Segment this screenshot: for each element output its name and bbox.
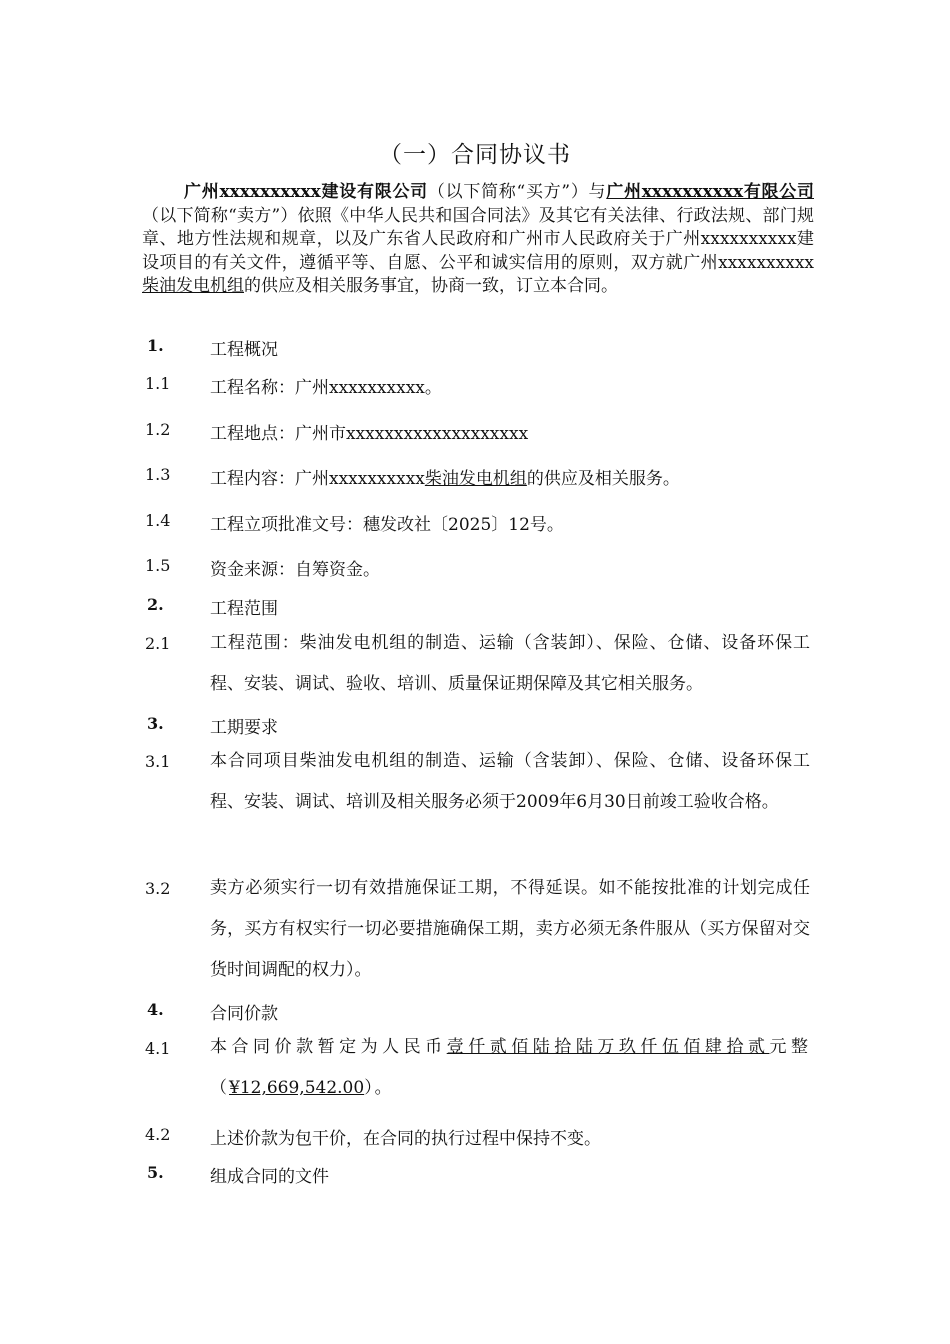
intro-text-b: 的供应及相关服务事宜，协商一致，订立本合同。 <box>244 276 618 296</box>
clause-4-1-suffix: ）。 <box>364 1078 394 1098</box>
clause-3-2-number: 3.2 <box>145 879 171 898</box>
section-2-heading: 工程范围 <box>210 599 278 619</box>
intro-text-a: （以下简称“卖方”）依照《中华人民共和国合同法》及其它有关法律、行政法规、部门规章、地方性法规和规章，以及广东省人民政府和广州市人民政府关于广州xxxxxxxxxx建设项目的有关文件，遵循平等、自愿、公平和诚实信用的原则，双方就广州xxxxxxxxxx <box>142 205 814 273</box>
intro-paragraph <box>142 181 814 299</box>
clause-1-5-text: 资金来源：自筹资金。 <box>210 560 380 580</box>
section-3-heading: 工期要求 <box>210 718 278 738</box>
clause-3-2-text: 卖方必须实行一切有效措施保证工期，不得延误。如不能按批准的计划完成任务，买方有权实行一切必要措施确保工期，卖方必须无条件服从（买方保留对交货时间调配的权力）。 <box>210 878 810 980</box>
section-5-heading: 组成合同的文件 <box>210 1167 329 1187</box>
clause-1-3-prefix: 工程内容：广州xxxxxxxxxx <box>210 469 425 489</box>
buyer-alias: （以下简称“买方”）与 <box>427 182 607 202</box>
clause-1-5-number: 1.5 <box>145 556 171 575</box>
amount-in-figures: ¥12,669,542.00 <box>229 1078 365 1098</box>
clause-1-1-number: 1.1 <box>145 374 171 393</box>
clause-2-1-number: 2.1 <box>145 634 171 653</box>
clause-4-2-text: 上述价款为包干价，在合同的执行过程中保持不变。 <box>210 1129 601 1149</box>
seller-company: 广州xxxxxxxxxx有限公司 <box>606 182 814 202</box>
clause-4-1-mid: 元整（ <box>210 1037 811 1098</box>
section-1-number: 1. <box>147 336 164 355</box>
clause-1-3-text <box>210 464 680 489</box>
clause-1-4-number: 1.4 <box>145 511 171 530</box>
section-2-number: 2. <box>147 595 164 614</box>
clause-1-3-product: 柴油发电机组 <box>424 469 527 489</box>
buyer-company: 广州xxxxxxxxxx建设有限公司 <box>184 182 428 202</box>
clause-4-1-number: 4.1 <box>145 1039 171 1058</box>
intro-product: 柴油发电机组 <box>142 276 244 296</box>
clause-1-2-text: 工程地点：广州市xxxxxxxxxxxxxxxxxxx <box>210 424 529 444</box>
clause-2-1-text: 工程范围：柴油发电机组的制造、运输（含装卸）、保险、仓储、设备环保工程、安装、调试、验收、培训、质量保证期保障及其它相关服务。 <box>210 633 810 694</box>
section-3-number: 3. <box>147 714 164 733</box>
clause-3-1-text: 本合同项目柴油发电机组的制造、运输（含装卸）、保险、仓储、设备环保工程、安装、调试、培训及相关服务必须于2009年6月30日前竣工验收合格。 <box>210 751 810 812</box>
clause-4-1-prefix: 本合同价款暂定为人民币 <box>210 1037 447 1057</box>
clause-4-1-text <box>210 1027 810 1109</box>
clause-1-3-number: 1.3 <box>145 465 171 484</box>
clause-1-4-text: 工程立项批准文号：穗发改社〔2025〕12号。 <box>210 515 564 535</box>
section-1-heading: 工程概况 <box>210 340 278 360</box>
clause-4-2-number: 4.2 <box>145 1125 171 1144</box>
clause-1-1-text: 工程名称：广州xxxxxxxxxx。 <box>210 378 442 398</box>
section-4-number: 4. <box>147 1000 164 1019</box>
section-5-number: 5. <box>147 1163 164 1182</box>
clause-1-2-number: 1.2 <box>145 420 171 439</box>
amount-in-words: 壹仟贰佰陆拾陆万玖仟伍佰肆拾贰 <box>446 1037 770 1057</box>
clause-1-3-suffix: 的供应及相关服务。 <box>526 469 680 489</box>
section-4-heading: 合同价款 <box>210 1004 278 1024</box>
clause-3-1-number: 3.1 <box>145 752 171 771</box>
page-title: （一）合同协议书 <box>379 142 571 168</box>
